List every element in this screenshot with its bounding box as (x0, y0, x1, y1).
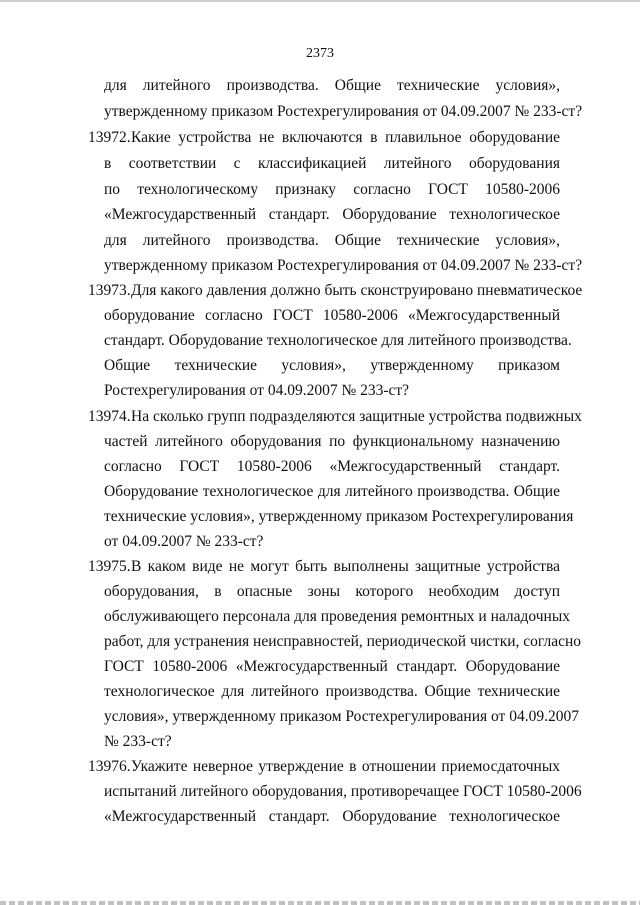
question-number-13975: 13975. (88, 558, 131, 575)
scan-edge-top (0, 0, 640, 2)
question-number-13972: 13972. (88, 129, 131, 146)
question-13972-line: по технологическому признаку согласно ГОСТ 10580-2006 (104, 181, 560, 198)
question-13973-line: Ростехрегулирования от 04.09.2007 № 233-ст? (104, 382, 410, 399)
question-13974-line: технические условия», утвержденному приказом Ростехрегулирования (104, 508, 574, 525)
question-13973-line: Общие технические условия», утвержденному приказом (104, 357, 560, 374)
question-number-13974: 13974. (88, 408, 131, 425)
question-13975-line: работ, для устранения неисправностей, периодической чистки, согласно (104, 633, 582, 650)
intro-line: утвержденному приказом Ростехрегулирования от 04.09.2007 № 233-ст? (104, 103, 583, 120)
question-13975-line: В каком виде не могут быть выполнены защитные устройства (131, 558, 560, 575)
question-13976-line: испытаний литейного оборудования, противоречащее ГОСТ 10580-2006 (104, 783, 582, 800)
question-13974-line: частей литейного оборудования по функциональному назначению (104, 433, 560, 450)
question-number-13976: 13976. (88, 758, 131, 775)
question-number-13973: 13973. (88, 282, 131, 299)
question-13974-line: На сколько групп подразделяются защитные устройства подвижных (131, 408, 582, 425)
question-13975-line: технологическое для литейного производства. Общие технические (104, 683, 560, 700)
question-13974-line: от 04.09.2007 № 233-ст? (104, 533, 264, 550)
question-13976-line: «Межгосударственный стандарт. Оборудование технологическое (104, 808, 560, 825)
question-13976-line: Укажите неверное утверждение в отношении приемосдаточных (131, 758, 560, 775)
question-13973-line: оборудование согласно ГОСТ 10580-2006 «Межгосударственный (104, 307, 560, 324)
question-13972-line: Какие устройства не включаются в плавильное оборудование (131, 129, 560, 146)
question-13974-line: Оборудование технологическое для литейного производства. Общие (104, 483, 560, 500)
question-13975-line: обслуживающего персонала для проведения ремонтных и наладочных (104, 608, 570, 625)
question-13973-line: Для какого давления должно быть сконструировано пневматическое (131, 282, 583, 299)
question-13972-line: в соответствии с классификацией литейного оборудования (104, 155, 560, 172)
question-13972-line: «Межгосударственный стандарт. Оборудование технологическое (104, 206, 560, 223)
question-13975-line: ГОСТ 10580-2006 «Межгосударственный стандарт. Оборудование (104, 658, 560, 675)
question-13974-line: согласно ГОСТ 10580-2006 «Межгосударственный стандарт. (104, 458, 560, 475)
question-13975-line: № 233-ст? (104, 733, 172, 750)
page-number: 2373 (306, 46, 334, 61)
question-13972-line: для литейного производства. Общие технические условия», (104, 232, 560, 249)
question-13972-line: утвержденному приказом Ростехрегулирования от 04.09.2007 № 233-ст? (104, 257, 583, 274)
question-13973-line: стандарт. Оборудование технологическое для литейного производства. (104, 332, 572, 349)
intro-line: для литейного производства. Общие технические условия», (104, 77, 560, 94)
question-13975-line: оборудования, в опасные зоны которого необходим доступ (104, 583, 560, 600)
question-13975-line: условия», утвержденному приказом Ростехрегулирования от 04.09.2007 (104, 708, 579, 725)
scan-edge-bottom (0, 901, 640, 905)
